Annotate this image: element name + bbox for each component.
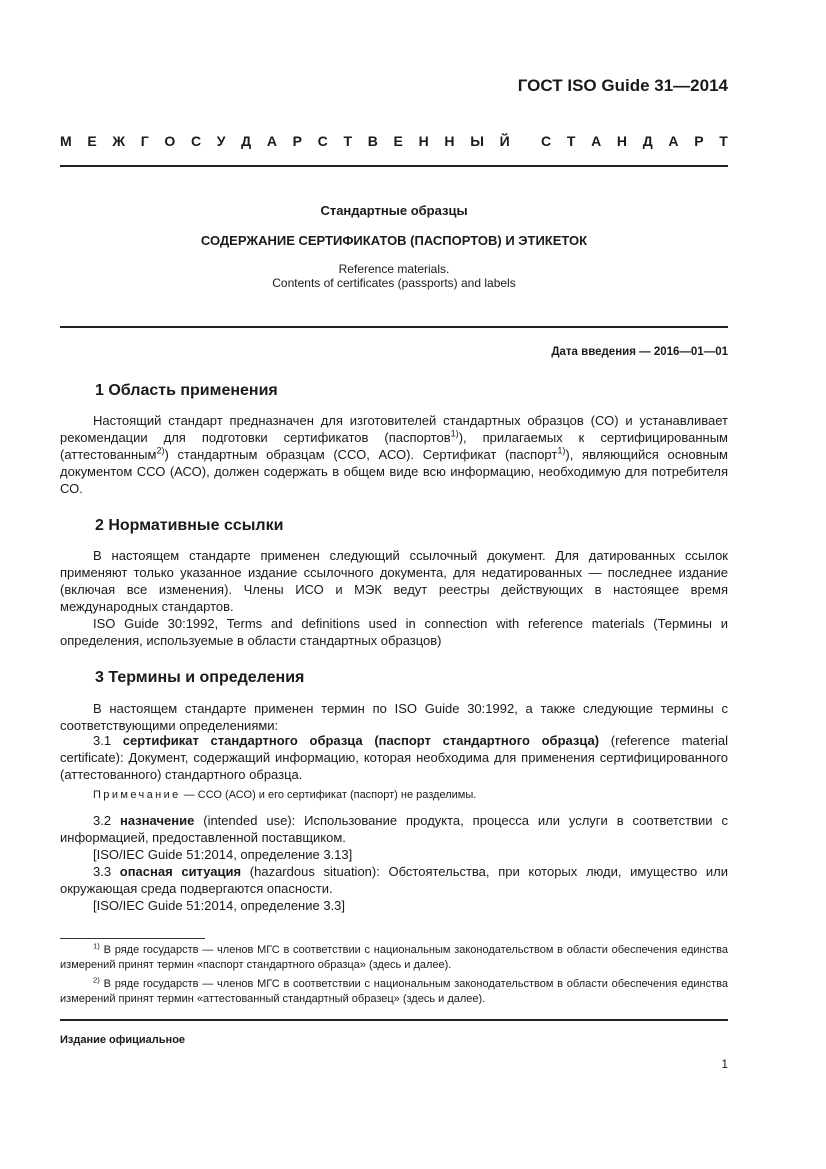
banner-letter: С bbox=[190, 133, 202, 149]
english-title-line1: Reference materials. bbox=[338, 262, 450, 276]
banner-letter: Н bbox=[616, 133, 628, 149]
official-edition-label: Издание официальное bbox=[60, 1034, 186, 1046]
section-1-heading: 1 Область применения bbox=[95, 382, 278, 399]
english-title bbox=[60, 262, 728, 290]
header-rule bbox=[60, 165, 728, 167]
banner-letter: Ж bbox=[112, 133, 126, 149]
banner-letter: С bbox=[317, 133, 328, 149]
banner-letter: А bbox=[591, 133, 602, 149]
section-2-paragraph-1: В настоящем стандарте применен следующий ссылочный документ. Для датированных ссылок применяют только указанное издание ссылочного документа, для недатированных — последнее издание (включая все изменения). Члены ИСО и МЭК ведут реестры действующих в настоящее время международных стандартов. bbox=[60, 548, 728, 614]
banner-letter: Т bbox=[719, 133, 728, 149]
document-title: СОДЕРЖАНИЕ СЕРТИФИКАТОВ (ПАСПОРТОВ) И ЭТИКЕТОК bbox=[200, 233, 588, 248]
term-3-2: 3.2 назначение (intended use): Использование продукта, процесса или услуги в соответствии с информацией, предоставленной поставщиком. bbox=[60, 813, 728, 845]
banner-letter: Г bbox=[140, 133, 149, 149]
english-title-line2: Contents of certificates (passports) and labels bbox=[272, 276, 516, 290]
banner-letter: Н bbox=[444, 133, 455, 149]
banner-letter: Т bbox=[566, 133, 576, 149]
banner-letter: С bbox=[541, 133, 552, 149]
banner-letter: Т bbox=[343, 133, 353, 149]
document-code: ГОСТ ISO Guide 31—2014 bbox=[517, 76, 728, 95]
section-2-paragraph-2: ISO Guide 30:1992, Terms and definitions used in connection with reference materials (Термины и определения, используемые в области стандартных образцов) bbox=[60, 616, 728, 648]
term-3-2-reference: [ISO/IEC Guide 51:2014, определение 3.13] bbox=[93, 847, 353, 862]
banner-letter: Е bbox=[87, 133, 97, 149]
banner-letter: А bbox=[668, 133, 679, 149]
section-1-paragraph: Настоящий стандарт предназначен для изготовителей стандартных образцов (СО) и устанавливает рекомендации для подготовки сертификатов (паспортов$^{1)}$), прилагаемых к сертифицированным (аттестованным$^{2)}$) стандартным образцам (ССО, АСО). Сертификат (паспорт$^{1)}$), являющийся основным документом ССО (АСО), должен содержать в общем виде всю информацию, необходимую для потребителя СО. bbox=[60, 413, 728, 496]
section-2-heading: 2 Нормативные ссылки bbox=[95, 517, 284, 534]
document-subtitle: Стандартные образцы bbox=[320, 203, 468, 218]
footnote-2: $^{2)}$ В ряде государств — членов МГС в соответствии с национальным законодательством в области обеспечения единства измерений принят термин «аттестованный стандартный образец» (здесь и далее). bbox=[60, 975, 728, 1005]
banner-letter: Д bbox=[642, 133, 653, 149]
banner-letter: Р bbox=[694, 133, 704, 149]
banner-letter: Н bbox=[418, 133, 429, 149]
banner-letter: О bbox=[164, 133, 176, 149]
term-3-1: 3.1 сертификат стандартного образца (паспорт стандартного образца) (reference material certificate): Документ, содержащий информацию, которая необходима для применения сертифицированного (аттестованного) стандартного образца. bbox=[60, 733, 728, 782]
title-rule bbox=[60, 326, 728, 328]
footnote-1: $^{1)}$ В ряде государств — членов МГС в соответствии с национальным законодательством в области обеспечения единства измерений принят термин «паспорт стандартного образца» (здесь и далее). bbox=[60, 941, 728, 971]
standard-banner bbox=[60, 133, 728, 149]
banner-letter: У bbox=[216, 133, 226, 149]
page-number: 1 bbox=[721, 1057, 728, 1071]
term-3-3: 3.3 опасная ситуация (hazardous situation): Обстоятельства, при которых люди, имущество или окружающая среда подвергаются опасности. bbox=[60, 864, 728, 896]
banner-letter: Р bbox=[292, 133, 302, 149]
footnote-separator bbox=[60, 938, 205, 939]
section-3-intro: В настоящем стандарте применен термин по ISO Guide 30:1992, а также следующие термины с соответствующими определениями: bbox=[60, 701, 728, 733]
banner-letter: Е bbox=[393, 133, 403, 149]
term-3-1-note: Примечание — ССО (АСО) и его сертификат (паспорт) не разделимы. bbox=[93, 789, 477, 801]
banner-letter: Й bbox=[499, 133, 510, 149]
section-3-heading: 3 Термины и определения bbox=[95, 669, 305, 686]
banner-letter: Д bbox=[241, 133, 252, 149]
banner-letter: А bbox=[266, 133, 277, 149]
term-3-3-reference: [ISO/IEC Guide 51:2014, определение 3.3] bbox=[93, 898, 346, 913]
footer-rule bbox=[60, 1019, 728, 1021]
banner-letter: Ы bbox=[470, 133, 484, 149]
banner-letter: В bbox=[367, 133, 378, 149]
introduction-date: Дата введения — 2016—01—01 bbox=[551, 346, 728, 358]
banner-letter: М bbox=[60, 133, 72, 149]
